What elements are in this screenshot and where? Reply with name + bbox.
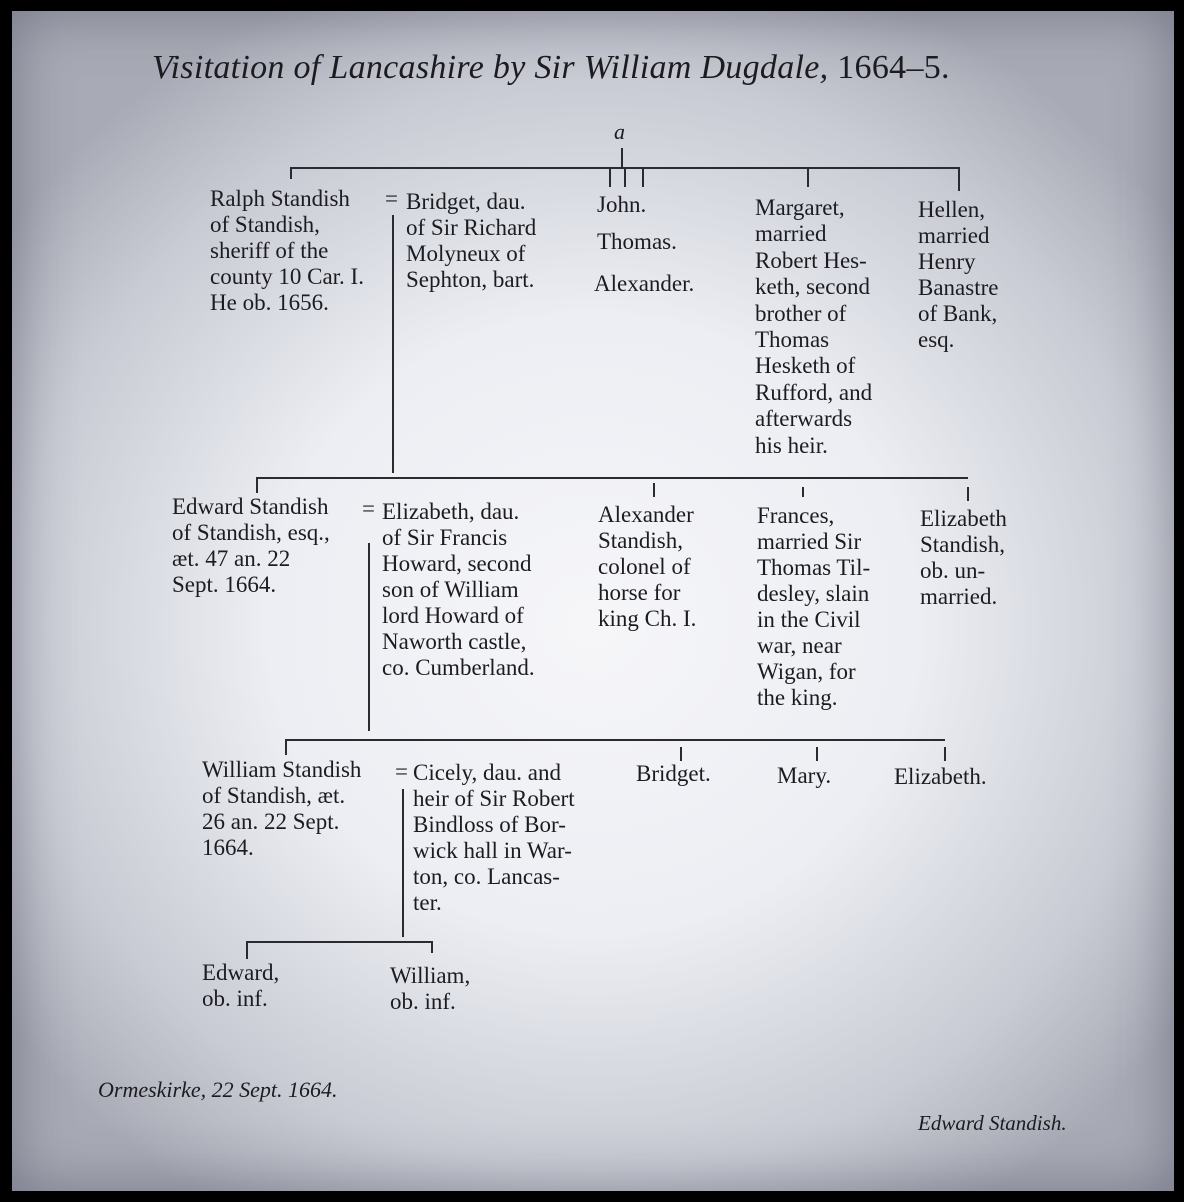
person-hellen: Hellen, married Henry Banastre of Bank, esq. — [918, 197, 999, 352]
gen1-tick-john — [609, 167, 611, 187]
gen1-tick-alexander — [642, 167, 644, 187]
branch-marker: a — [614, 119, 625, 144]
gen3-tick-william — [285, 739, 287, 755]
person-william-standish: William Standish of Standish, æt. 26 an. 22 Sept. 1664. — [202, 757, 362, 860]
gen3-descent-line — [402, 789, 404, 937]
gen1-tick-ralph — [290, 167, 292, 179]
person-elizabeth-standish-gen2: Elizabeth Standish, ob. un- married. — [920, 506, 1007, 609]
gen1-descent-line — [392, 215, 394, 473]
signature: Edward Standish. — [918, 1111, 1067, 1135]
person-ralph-standish: Ralph Standish of Standish, sheriff of the county 10 Car. I. He ob. 1656. — [210, 186, 364, 315]
marriage-sign-gen3: = — [395, 759, 408, 784]
gen4-tick-william — [431, 941, 433, 953]
gen4-sibling-bar — [246, 941, 432, 943]
place-and-date: Ormeskirke, 22 Sept. 1664. — [98, 1077, 338, 1102]
person-cicely-bindloss: Cicely, dau. and heir of Sir Robert Bindloss of Bor- wick hall in War- ton, co. Lancas- ter. — [413, 760, 575, 915]
gen1-tick-hellen — [958, 167, 960, 191]
title-text: Visitation of Lancashire by Sir William Dugdale, — [152, 49, 838, 86]
gen2-sibling-bar — [256, 477, 968, 479]
gen2-descent-line — [368, 543, 370, 731]
person-mary: Mary. — [777, 763, 832, 788]
gen3-tick-mary — [816, 747, 818, 761]
person-margaret: Margaret, married Robert Hes- keth, second brother of Thomas Hesketh of Rufford, and afterwards his heir. — [755, 195, 873, 458]
document-page — [12, 11, 1174, 1191]
marriage-sign-gen1: = — [385, 186, 398, 211]
stem-from-a — [621, 148, 623, 168]
person-edward-standish: Edward Standish of Standish, esq., æt. 47 an. 22 Sept. 1664. — [172, 494, 330, 597]
title-years: 1664–5. — [837, 49, 950, 86]
gen1-tick-margaret — [807, 167, 809, 187]
document-title — [152, 49, 950, 87]
person-elizabeth-gen3: Elizabeth. — [894, 764, 987, 789]
gen3-tick-bridget — [680, 747, 682, 761]
person-thomas: Thomas. — [597, 229, 677, 254]
gen3-tick-elizabeth — [944, 747, 946, 761]
gen2-tick-alexander — [653, 483, 655, 497]
gen4-tick-edward — [246, 941, 248, 959]
person-bridget-gen3: Bridget. — [636, 761, 711, 786]
marriage-sign-gen2: = — [362, 496, 375, 521]
person-alexander-gen1: Alexander. — [594, 271, 695, 296]
person-edward-infant: Edward, ob. inf. — [202, 960, 280, 1011]
person-alexander-standish: Alexander Standish, colonel of horse for king Ch. I. — [598, 502, 697, 631]
person-bridget-molyneux: Bridget, dau. of Sir Richard Molyneux of Sephton, bart. — [406, 189, 537, 292]
gen2-tick-frances — [802, 487, 804, 497]
gen2-tick-elizabeth — [967, 487, 969, 501]
gen1-tick-thomas — [624, 167, 626, 187]
gen3-sibling-bar — [285, 739, 945, 741]
person-william-infant: William, ob. inf. — [390, 963, 471, 1014]
gen2-tick-edward — [256, 477, 258, 493]
person-elizabeth-howard: Elizabeth, dau. of Sir Francis Howard, second son of William lord Howard of Naworth castle, co. Cumberland. — [382, 499, 535, 680]
person-frances: Frances, married Sir Thomas Til- desley, slain in the Civil war, near Wigan, for the king. — [757, 503, 871, 710]
person-john: John. — [597, 192, 647, 217]
